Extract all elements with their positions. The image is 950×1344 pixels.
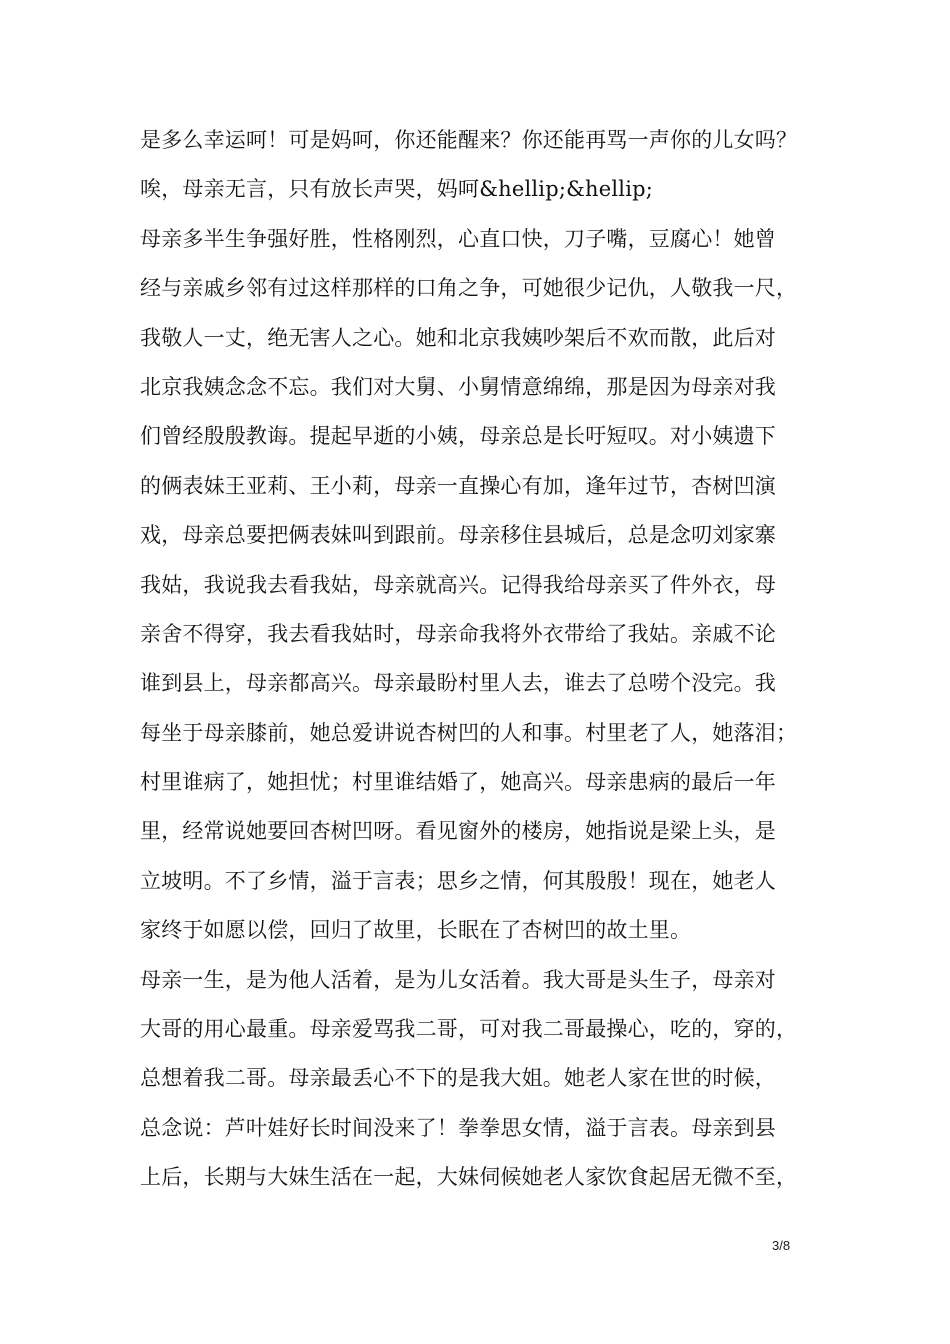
text-line: 母亲多半生争强好胜，性格刚烈，心直口快，刀子嘴，豆腐心！她曾 bbox=[140, 226, 776, 251]
text-line: 总想着我二哥。母亲最丢心不下的是我大姐。她老人家在世的时候， bbox=[140, 1066, 776, 1091]
page-number: 3/8 bbox=[772, 1238, 791, 1253]
text-line: 我敬人一丈，绝无害人之心。她和北京我姨吵架后不欢而散，此后对 bbox=[140, 325, 776, 350]
text-line: 亲舍不得穿，我去看我姑时，母亲命我将外衣带给了我姑。亲戚不论 bbox=[140, 621, 776, 646]
text-line: 母亲一生，是为他人活着，是为儿女活着。我大哥是头生子，母亲对 bbox=[140, 967, 776, 992]
text-line: 我姑，我说我去看我姑，母亲就高兴。记得我给母亲买了件外衣，母 bbox=[140, 572, 776, 597]
text-line: 谁到县上，母亲都高兴。母亲最盼村里人去，谁去了总唠个没完。我 bbox=[140, 671, 776, 696]
text-line: 们曾经殷殷教诲。提起早逝的小姨，母亲总是长吁短叹。对小姨遗下 bbox=[140, 424, 776, 449]
text-line: 大哥的用心最重。母亲爱骂我二哥，可对我二哥最操心，吃的，穿的， bbox=[140, 1017, 798, 1042]
text-line: 村里谁病了，她担忧；村里谁结婚了，她高兴。母亲患病的最后一年 bbox=[140, 770, 776, 795]
text-line: 唉，母亲无言，只有放长声哭，妈呵&hellip;&hellip; bbox=[140, 177, 654, 202]
text-line: 戏，母亲总要把俩表妹叫到跟前。母亲移住县城后，总是念叨刘家寨 bbox=[140, 523, 776, 548]
text-line: 总念说：芦叶娃好长时间没来了！拳拳思女情，溢于言表。母亲到县 bbox=[140, 1115, 776, 1140]
text-line: 的俩表妹王亚莉、王小莉，母亲一直操心有加，逢年过节，杏树凹演 bbox=[140, 473, 776, 498]
text-line: 每坐于母亲膝前，她总爱讲说杏树凹的人和事。村里老了人，她落泪； bbox=[140, 720, 798, 745]
text-line: 里，经常说她要回杏树凹呀。看见窗外的楼房，她指说是梁上头，是 bbox=[140, 819, 776, 844]
body-text bbox=[140, 116, 830, 1203]
text-line: 经与亲戚乡邻有过这样那样的口角之争，可她很少记仇，人敬我一尺， bbox=[140, 276, 798, 301]
text-line: 立坡明。不了乡情，溢于言表；思乡之情，何其殷殷！现在，她老人 bbox=[140, 868, 776, 893]
text-line: 是多么幸运呵！可是妈呵，你还能醒来？你还能再骂一声你的儿女吗？ bbox=[140, 128, 798, 152]
text-line: 家终于如愿以偿，回归了故里，长眠在了杏树凹的故土里。 bbox=[140, 918, 692, 943]
text-line: 北京我姨念念不忘。我们对大舅、小舅情意绵绵，那是因为母亲对我 bbox=[140, 374, 776, 399]
text-line: 上后，长期与大妹生活在一起，大妹伺候她老人家饮食起居无微不至， bbox=[140, 1165, 798, 1190]
